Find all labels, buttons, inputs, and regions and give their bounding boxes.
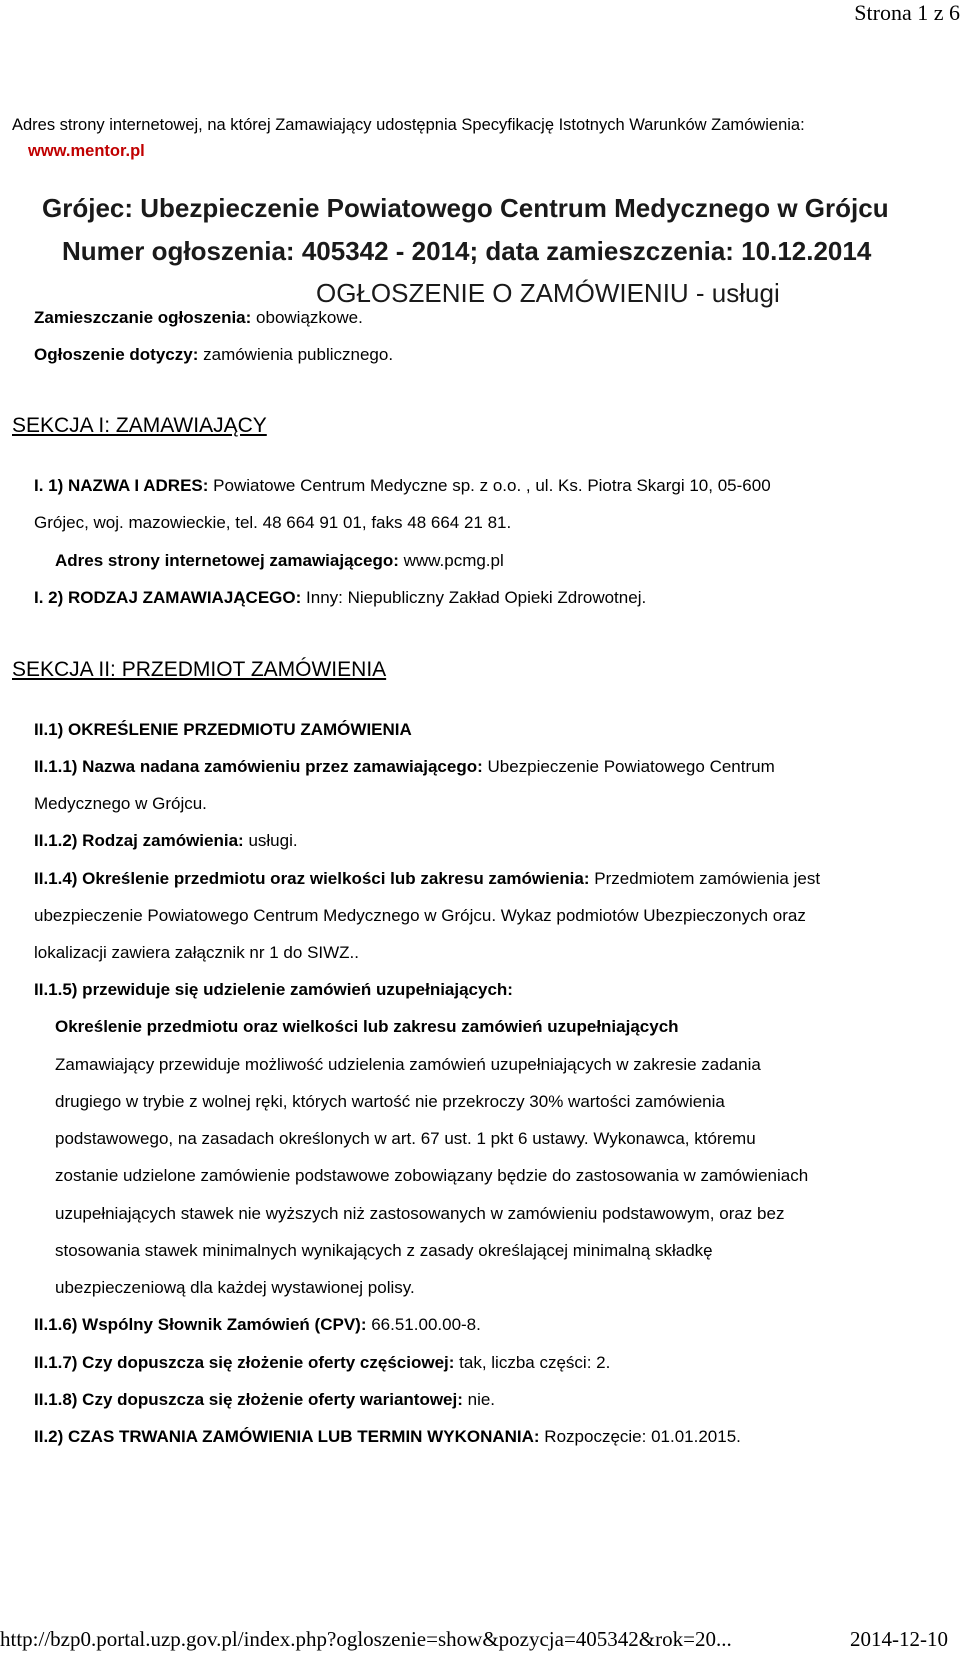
- order-kind-value: usługi.: [248, 831, 298, 850]
- order-kind-label: II.1.2) Rodzaj zamówienia:: [34, 831, 244, 850]
- placement-label: Zamieszczanie ogłoszenia:: [34, 308, 252, 327]
- order-name-row: [34, 757, 775, 777]
- section-2-heading: SEKCJA II: PRZEDMIOT ZAMÓWIENIA: [12, 658, 387, 681]
- supplementary-label: II.1.5) przewiduje się udzielenie zamówień uzupełniających:: [34, 980, 513, 999]
- supplementary-heading: Określenie przedmiotu oraz wielkości lub zakresu zamówień uzupełniających: [55, 1017, 679, 1036]
- cpv-row: [34, 1315, 481, 1335]
- placement-value: obowiązkowe.: [256, 308, 363, 327]
- order-name-value: Ubezpieczenie Powiatowego Centrum: [487, 757, 775, 776]
- order-desc-label: II.1.4) Określenie przedmiotu oraz wielkości lub zakresu zamówienia:: [34, 869, 590, 888]
- footer-date: 2014-12-10: [850, 1627, 948, 1651]
- order-desc-line: lokalizacji zawiera załącznik nr 1 do SIWZ..: [34, 943, 360, 962]
- order-name-label: II.1.1) Nazwa nadana zamówieniu przez zamawiającego:: [34, 757, 483, 776]
- siwz-address-intro: Adres strony internetowej, na której Zamawiający udostępnia Specyfikację Istotnych Warunków Zamówienia:: [12, 116, 805, 134]
- partial-offer-value: tak, liczba części: 2.: [459, 1353, 611, 1372]
- supplementary-line: drugiego w trybie z wolnej ręki, których wartość nie przekroczy 30% wartości zamówienia: [55, 1092, 725, 1111]
- notice-title: Grójec: Ubezpieczenie Powiatowego Centrum Medycznego w Grójcu: [42, 193, 889, 223]
- order-kind-row: [34, 831, 298, 851]
- partial-offer-label: II.1.7) Czy dopuszcza się złożenie oferty częściowej:: [34, 1353, 455, 1372]
- supplementary-line: ubezpieczeniową dla każdej wystawionej polisy.: [55, 1278, 415, 1297]
- contracting-name-label: I. 1) NAZWA I ADRES:: [34, 476, 209, 495]
- order-desc-value: Przedmiotem zamówienia jest: [594, 869, 821, 888]
- concerns-label: Ogłoszenie dotyczy:: [34, 345, 199, 364]
- duration-value: Rozpoczęcie: 01.01.2015.: [544, 1427, 741, 1446]
- notice-number-date: Numer ogłoszenia: 405342 - 2014; data zamieszczenia: 10.12.2014: [62, 236, 872, 266]
- supplementary-line: uzupełniających stawek nie wyższych niż zastosowanych w zamówieniu podstawowym, oraz bez: [55, 1204, 785, 1223]
- duration-row: [34, 1427, 741, 1447]
- page-number: Strona 1 z 6: [854, 0, 960, 25]
- contracting-type-label: I. 2) RODZAJ ZAMAWIAJĄCEGO:: [34, 588, 302, 607]
- contracting-type-value: Inny: Niepubliczny Zakład Opieki Zdrowotnej.: [306, 588, 647, 607]
- contracting-name-row: [34, 476, 771, 496]
- variant-offer-label: II.1.8) Czy dopuszcza się złożenie oferty wariantowej:: [34, 1390, 463, 1409]
- order-desc-row: [34, 869, 820, 889]
- supplementary-line: stosowania stawek minimalnych wynikających z zasady określającej minimalną składkę: [55, 1241, 713, 1260]
- order-name-continued: Medycznego w Grójcu.: [34, 794, 207, 813]
- supplementary-line: zostanie udzielone zamówienie podstawowe zobowiązany będzie do zastosowania w zamówieniach: [55, 1166, 809, 1185]
- notice-type: OGŁOSZENIE O ZAMÓWIENIU - usługi: [316, 278, 780, 308]
- contracting-address-line: Grójec, woj. mazowieckie, tel. 48 664 91 01, faks 48 664 21 81.: [34, 513, 512, 532]
- variant-offer-row: [34, 1390, 495, 1410]
- supplementary-line: podstawowego, na zasadach określonych w art. 67 ust. 1 pkt 6 ustawy. Wykonawca, któremu: [55, 1129, 756, 1148]
- supplementary-line: Zamawiający przewiduje możliwość udzielenia zamówień uzupełniających w zakresie zadania: [55, 1055, 761, 1074]
- contracting-name-value: Powiatowe Centrum Medyczne sp. z o.o. , ul. Ks. Piotra Skargi 10, 05-600: [213, 476, 771, 495]
- footer-url: http://bzp0.portal.uzp.gov.pl/index.php?ogloszenie=show&pozycja=405342&rok=20...: [0, 1627, 732, 1651]
- section-1-heading: SEKCJA I: ZAMAWIAJĄCY: [12, 414, 267, 437]
- order-desc-line: ubezpieczenie Powiatowego Centrum Medycznego w Grójcu. Wykaz podmiotów Ubezpieczonych oraz: [34, 906, 806, 925]
- contracting-website-label: Adres strony internetowej zamawiającego:: [55, 551, 399, 570]
- siwz-website-link[interactable]: www.mentor.pl: [28, 142, 145, 160]
- variant-offer-value: nie.: [467, 1390, 496, 1409]
- placement-row: [34, 308, 363, 328]
- contracting-website-row: [55, 551, 504, 571]
- concerns-value: zamówienia publicznego.: [203, 345, 394, 364]
- cpv-value: 66.51.00.00-8.: [371, 1315, 481, 1334]
- contracting-website-value[interactable]: www.pcmg.pl: [403, 551, 504, 570]
- duration-label: II.2) CZAS TRWANIA ZAMÓWIENIA LUB TERMIN WYKONANIA:: [34, 1427, 540, 1446]
- contracting-type-row: [34, 588, 646, 608]
- cpv-label: II.1.6) Wspólny Słownik Zamówień (CPV):: [34, 1315, 367, 1334]
- subsection-heading: II.1) OKREŚLENIE PRZEDMIOTU ZAMÓWIENIA: [34, 720, 412, 739]
- concerns-row: [34, 345, 393, 365]
- partial-offer-row: [34, 1353, 610, 1373]
